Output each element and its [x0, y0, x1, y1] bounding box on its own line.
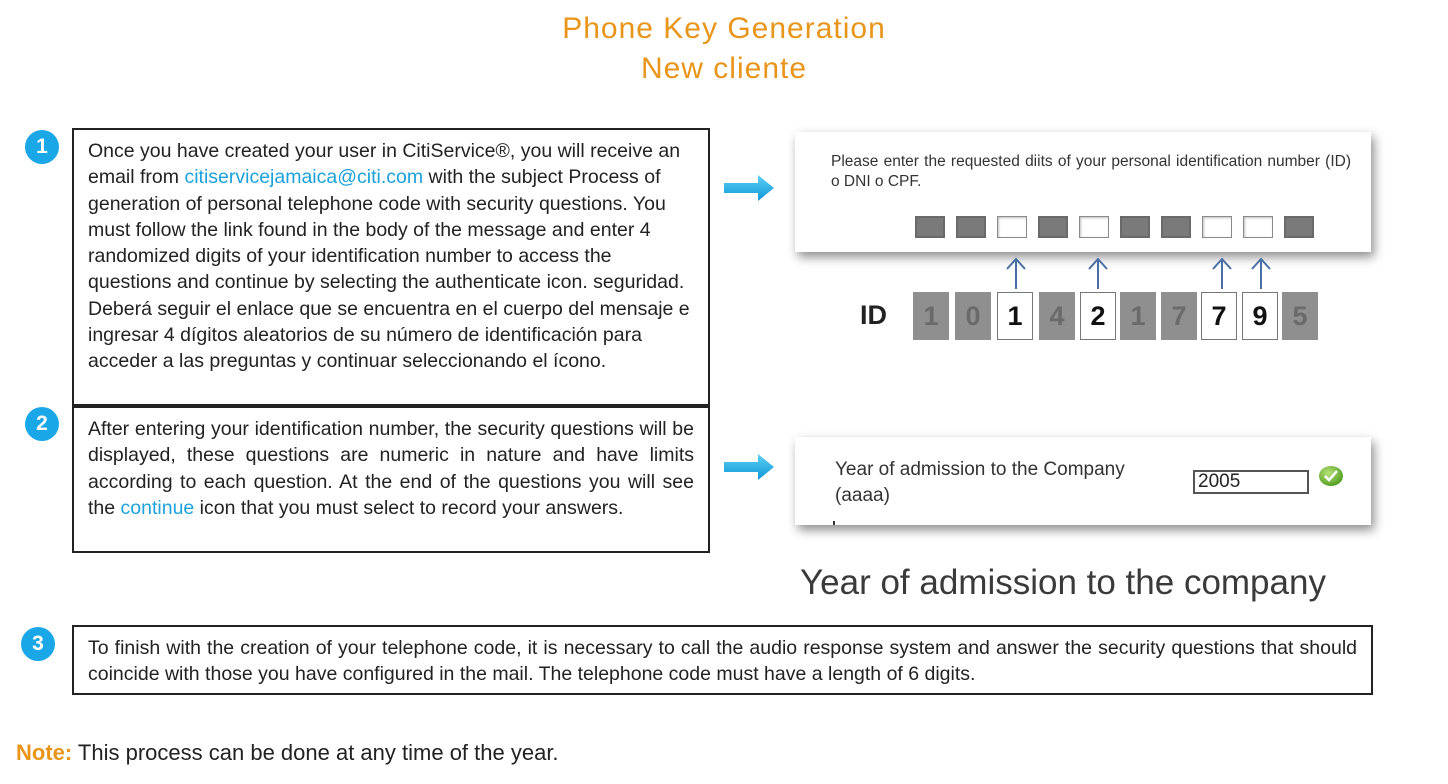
step-3-box	[72, 625, 1373, 695]
continue-link[interactable]: continue	[120, 496, 195, 519]
id-cell	[1038, 216, 1068, 238]
note	[16, 740, 559, 766]
step-2-text-a: After entering your identification number, the security questions will be displayed, these questions are numeric in nature and have limits according to each question. At the end of the questions you will see the	[88, 418, 694, 519]
step-1-box	[72, 128, 710, 406]
page-title: Phone Key Generation	[562, 12, 886, 45]
year-panel	[795, 437, 1371, 525]
id-digit: 2	[1080, 292, 1116, 340]
id-entry-panel	[795, 132, 1371, 252]
id-digit: 7	[1161, 292, 1197, 340]
id-digit: 9	[1242, 292, 1278, 340]
email-link[interactable]: citiservicejamaica@citi.com	[184, 166, 424, 189]
id-digit: 1	[1120, 292, 1156, 340]
id-digit: 4	[1039, 292, 1075, 340]
step-2-text-b: icon that you must select to record your answers.	[194, 496, 624, 519]
step-2-badge: 2	[25, 407, 59, 441]
arrow-up-icon	[1249, 256, 1273, 290]
id-cell	[1284, 216, 1314, 238]
arrow-up-icon	[1210, 256, 1234, 290]
id-digit: 0	[955, 292, 991, 340]
year-input[interactable]: 2005	[1193, 470, 1309, 494]
id-digit: 1	[997, 292, 1033, 340]
note-label: Note:	[16, 740, 73, 765]
year-caption: Year of admission to the company	[800, 563, 1326, 602]
panel-divider	[833, 521, 835, 525]
id-cell	[1120, 216, 1150, 238]
id-digit-input[interactable]	[997, 216, 1027, 238]
arrow-up-icon	[1086, 256, 1110, 290]
note-text: This process can be done at any time of the year.	[72, 740, 559, 765]
arrow-up-icon	[1004, 256, 1028, 290]
check-icon	[1317, 464, 1345, 488]
id-digit: 1	[913, 292, 949, 340]
id-digit-input[interactable]	[1243, 216, 1273, 238]
id-cell	[956, 216, 986, 238]
step-3-badge: 3	[21, 627, 55, 661]
id-cell	[915, 216, 945, 238]
step-2-box	[72, 406, 710, 553]
id-cell	[1161, 216, 1191, 238]
id-digit: 7	[1201, 292, 1237, 340]
arrow-right-icon	[724, 452, 776, 482]
step-1-text-a: Once you have created your user in CitiService®, you will receive an email from	[88, 140, 681, 189]
year-label: Year of admission to the Company (aaaa)	[835, 459, 1125, 506]
step-1-text-b: with the subject Process of generation of personal telephone code with security questions. You must follow the link found in the body of the message and enter 4 randomized digits of your identification number to access the questions and continue by selecting the authenticate icon. seguridad. Deberá seguir el enlace que se encuentra en el cuerpo del mensaje e ingresar 4 dígitos aleatorios de su número de identificación para acceder a las preguntas y continuar seleccionando el ícono.	[88, 166, 690, 373]
step-1-badge: 1	[25, 130, 59, 164]
id-label: ID	[860, 300, 887, 330]
id-digit: 5	[1282, 292, 1318, 340]
step-3-text: To finish with the creation of your telephone code, it is necessary to call the audio response system and answer the security questions that should coincide with those you have configured in the mail. The telephone code must have a length of 6 digits.	[88, 637, 1357, 686]
id-digit-input[interactable]	[1079, 216, 1109, 238]
id-instruction: Please enter the requested diits of your personal identification number (ID) o DNI o CPF.	[831, 153, 1351, 190]
page-subtitle: New cliente	[640, 52, 808, 85]
id-digit-input[interactable]	[1202, 216, 1232, 238]
arrow-right-icon	[724, 173, 776, 203]
